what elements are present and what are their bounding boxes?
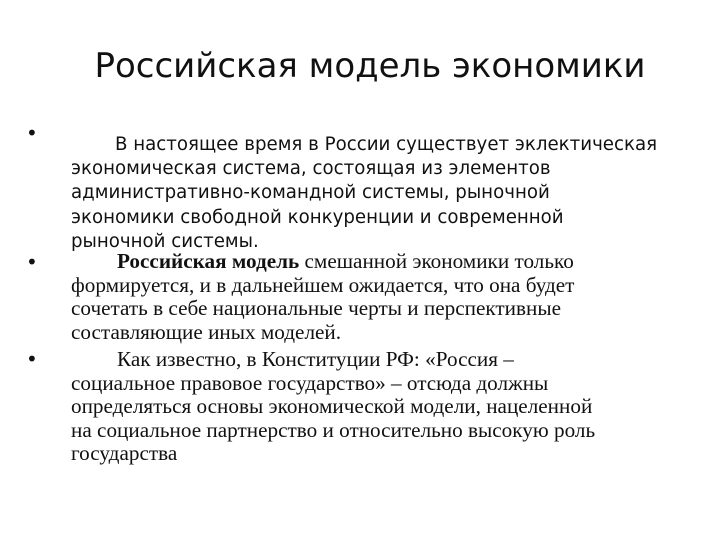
paragraph-line: рыночной системы.: [71, 230, 259, 252]
paragraph-constitution: [71, 348, 711, 466]
paragraph-line: формируется, и в дальнейшем ожидается, что она будет: [71, 272, 575, 297]
emphasis-russian-model: Российская модель: [117, 249, 300, 273]
paragraph-line: составляющие иных моделей.: [71, 319, 342, 344]
paragraph-line: Российская модель смешанной экономики только: [117, 249, 574, 273]
paragraph-line: экономики свободной конкуренции и современной: [71, 206, 564, 228]
bullet-marker: •: [26, 347, 38, 371]
paragraph-line: административно-командной системы, рыночной: [71, 182, 550, 204]
slide-title: Российская модель экономики: [94, 46, 646, 86]
paragraph-line: сочетать в себе национальные черты и перспективные: [71, 296, 562, 321]
paragraph-line: В настоящее время в России существует эклектическая: [115, 134, 658, 155]
paragraph-line: на социальное партнерство и относительно высокую роль: [71, 417, 596, 442]
paragraph-line: Как известно, в Конституции РФ: «Россия –: [117, 347, 514, 371]
paragraph-line: экономическая система, состоящая из элементов: [71, 158, 551, 180]
bullet-marker: •: [26, 121, 38, 145]
paragraph-eclectic-system: [71, 133, 711, 254]
paragraph-line: государства: [71, 441, 178, 466]
paragraph-russian-model: [71, 250, 711, 344]
paragraph-line: социальное правовое государство» – отсюда должны: [71, 370, 549, 395]
bullet-marker: •: [26, 250, 38, 274]
paragraph-line: определяться основы экономической модели, нацеленной: [71, 394, 593, 419]
